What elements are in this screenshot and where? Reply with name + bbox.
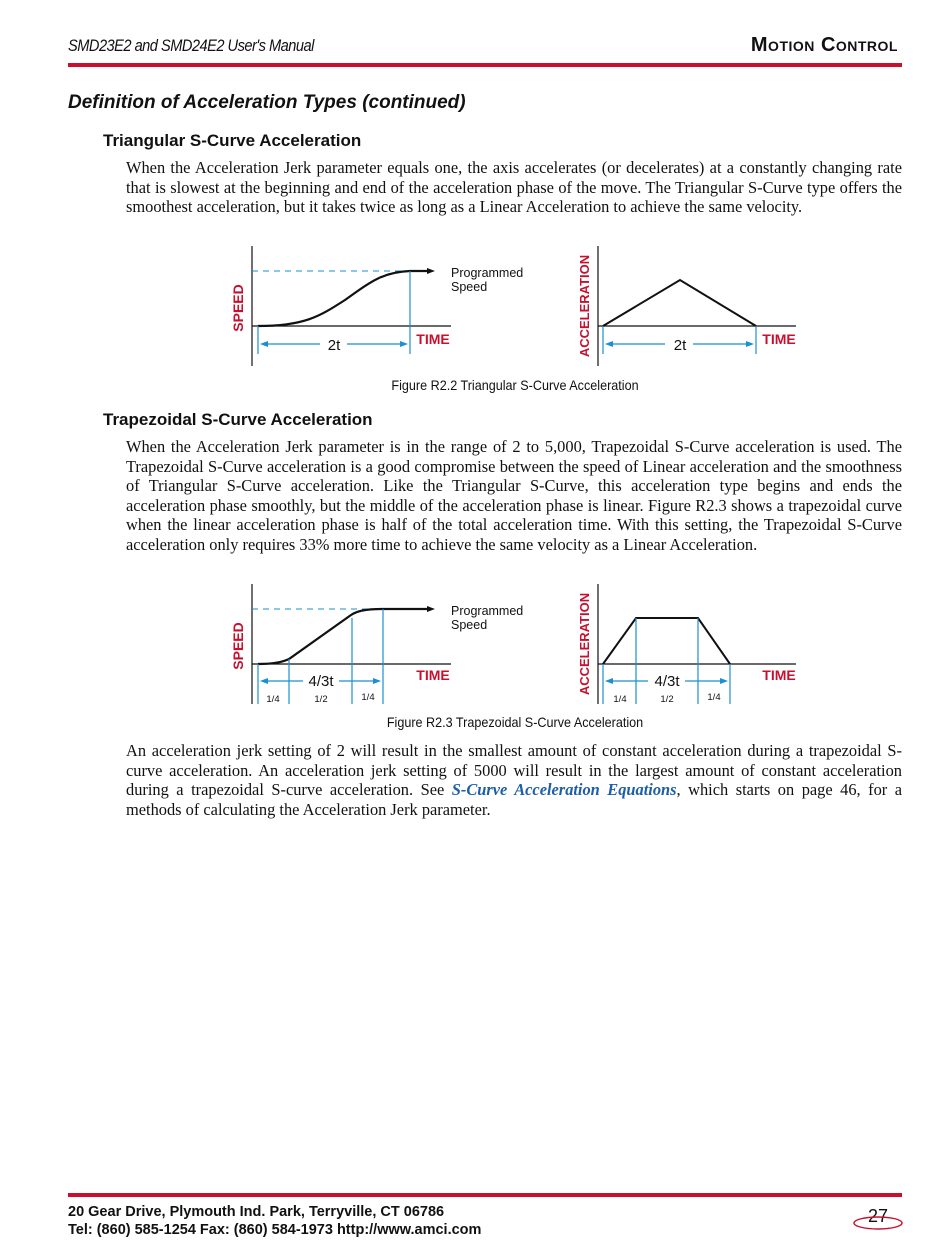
footer-contact: Tel: (860) 585-1254 Fax: (860) 584-1973 http://www.amci.com (68, 1222, 482, 1238)
closing-text-before: An acceleration jerk setting of 2 will result in the smallest amount of constant acceleration during a trapezoidal S-curve acceleration. An acceleration jerk setting of 5000 will result in the largest amount of constant acceleration during a trapezoidal S-curve acceleration. See (126, 741, 902, 799)
time-label: TIME (416, 667, 450, 683)
acceleration-graph-triangular (577, 246, 796, 366)
manual-title: SMD23E2 and SMD24E2 User's Manual (68, 36, 314, 55)
acceleration-axis-label: ACCELERATION (577, 592, 592, 696)
page-number: 27 (867, 1206, 889, 1226)
fraction-label-a: 1/4 (266, 694, 280, 705)
brand-title: Motion Control (750, 34, 898, 56)
accel-fraction-label-c: 1/4 (707, 692, 721, 703)
triangular-paragraph: When the Acceleration Jerk parameter equals one, the axis accelerates (or decelerates) at a constantly changing rate that is slowest at the beginning and end of the acceleration phase of the move. The Triangular S-Curve type offers the smoothest acceleration, but it takes twice as long as a Linear Acceleration to achieve the same velocity. (126, 158, 902, 216)
duration-label: 2t (327, 337, 341, 354)
footer-rule (68, 1193, 902, 1197)
acceleration-axis-label: ACCELERATION (577, 254, 592, 358)
figure-r2-2-caption: Figure R2.2 Triangular S-Curve Acceleration (391, 377, 639, 393)
s-curve-equations-link[interactable]: S-Curve Acceleration Equations (451, 780, 677, 799)
figure-r2-3-caption: Figure R2.3 Trapezoidal S-Curve Acceleration (386, 714, 644, 730)
accel-time-label: TIME (762, 331, 796, 347)
programmed-speed-label-2: Speed (451, 280, 488, 294)
trapezoid-accel (603, 618, 730, 664)
accel-time-label: TIME (762, 667, 796, 683)
section-title: Definition of Acceleration Types (continued) (68, 92, 466, 113)
trapezoidal-heading: Trapezoidal S-Curve Acceleration (103, 410, 373, 429)
page-number-swoosh-icon (852, 1215, 904, 1231)
fraction-label-c: 1/4 (361, 692, 375, 703)
closing-text-after: , which starts on page 46, for a methods of calculating the Acceleration Jerk parameter. (126, 780, 903, 819)
accel-duration-label: 2t (673, 337, 687, 354)
accel-fraction-label-a: 1/4 (613, 694, 627, 705)
trapezoidal-paragraph: When the Acceleration Jerk parameter is in the range of 2 to 5,000, Trapezoidal S-Curve acceleration is used. The Trapezoidal S-Curve acceleration is a good compromise between the speed of Linear acceleration and the smoothness of Triangular S-Curve acceleration. Like the Triangular S-Curve, this acceleration type begins and ends the acceleration phase smoothly, but the middle of the acceleration phase is linear. Figure R2.3 shows a trapezoidal curve when the linear acceleration phase is half of the total acceleration time. With this setting, the Trapezoidal S-Curve acceleration only requires 33% more time to achieve the same velocity as a Linear Acceleration. (126, 437, 902, 554)
s-curve (258, 271, 431, 326)
accel-fraction-label-b: 1/2 (660, 694, 674, 705)
figure-r2-2 (225, 242, 805, 372)
duration-label: 4/3t (308, 673, 334, 690)
header-rule (68, 63, 902, 67)
acceleration-graph-trapezoidal (577, 584, 796, 705)
speed-graph-triangular (230, 246, 523, 366)
triangular-heading: Triangular S-Curve Acceleration (103, 131, 362, 150)
accel-duration-label: 4/3t (654, 673, 680, 690)
triangle-accel (603, 280, 756, 326)
footer-address: 20 Gear Drive, Plymouth Ind. Park, Terryville, CT 06786 (68, 1204, 445, 1220)
speed-axis-label: SPEED (230, 622, 246, 670)
time-label: TIME (416, 331, 450, 347)
fraction-label-b: 1/2 (314, 694, 328, 705)
figure-r2-3 (225, 580, 805, 710)
speed-axis-label: SPEED (230, 284, 246, 332)
trapezoidal-s-curve (258, 609, 431, 664)
programmed-speed-label-1: Programmed (451, 604, 524, 618)
closing-paragraph (126, 741, 902, 819)
programmed-speed-label-1: Programmed (451, 266, 524, 280)
speed-graph-trapezoidal (230, 584, 523, 705)
programmed-speed-label-2: Speed (451, 618, 488, 632)
